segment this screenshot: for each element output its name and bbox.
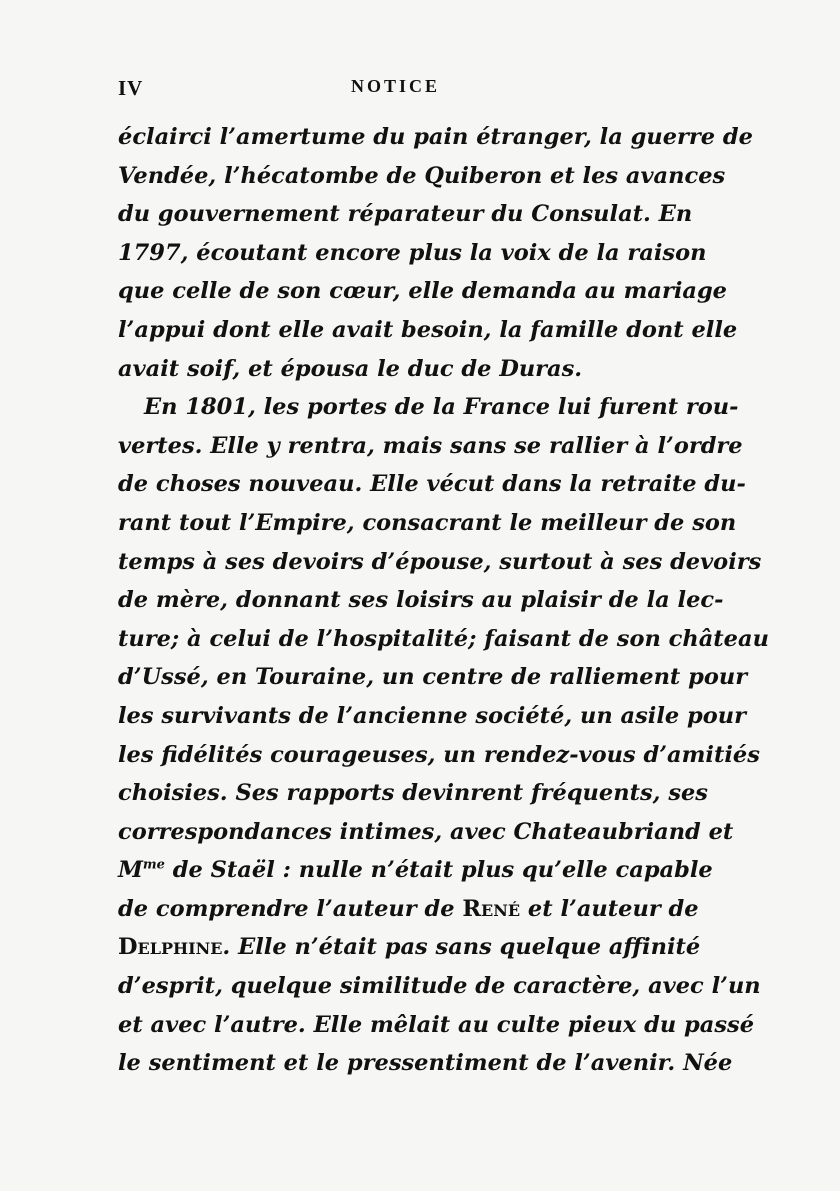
text-fragment: et l’auteur de [520, 895, 699, 922]
text-line: vertes. Elle y rentra, mais sans se rallier à l’ordre [118, 432, 743, 459]
text-line: les survivants de l’ancienne société, un asile pour [118, 702, 747, 729]
text-line: ture; à celui de l’hospitalité; faisant de son château [118, 625, 769, 652]
text-line: l’appui dont elle avait besoin, la famille dont elle [118, 316, 738, 343]
text-line: éclairci l’amertume du pain étranger, la guerre de [118, 124, 753, 150]
paragraph-start-line: En 1801, les portes de la France lui furent rou- [144, 394, 739, 421]
text-line: Vendée, l’hécatombe de Quiberon et les avances [118, 162, 726, 189]
body-text [118, 118, 769, 1083]
running-head [118, 76, 673, 100]
text-line-with-small-caps [118, 890, 699, 929]
text-line: que celle de son cœur, elle demanda au mariage [118, 278, 727, 305]
text-line: temps à ses devoirs d’épouse, surtout à ses devoirs [118, 548, 762, 575]
text-line: d’esprit, quelque similitude de caractère, avec l’un [118, 973, 761, 1000]
small-caps-title: Delphine [118, 934, 223, 961]
text-line: correspondances intimes, avec Chateaubriand et [118, 818, 734, 845]
text-line: et avec l’autre. Elle mêlait au culte pieux du passé [118, 1011, 755, 1038]
text-line: de choses nouveau. Elle vécut dans la retraite du- [118, 471, 746, 498]
text-line: 1797, écoutant encore plus la voix de la raison [118, 239, 707, 266]
text-fragment: de comprendre l’auteur de [118, 895, 455, 922]
text-line: de mère, donnant ses loisirs au plaisir de la lec- [118, 587, 724, 614]
text-line-with-small-caps [118, 928, 701, 967]
text-line: le sentiment et le pressentiment de l’avenir. Née [118, 1050, 733, 1077]
text-line: les fidélités courageuses, un rendez-vous d’amitiés [118, 741, 760, 768]
running-title: NOTICE [350, 76, 440, 96]
text-fragment: de Staël : nulle n’était plus qu’elle capable [164, 857, 713, 884]
text-line: rant tout l’Empire, consacrant le meilleur de son [118, 509, 737, 536]
text-fragment: . Elle n’était pas sans quelque affinité [222, 934, 701, 961]
text-line: d’Ussé, en Touraine, un centre de ralliement pour [118, 664, 748, 691]
text-fragment: M [118, 857, 143, 884]
text-line: choisies. Ses rapports devinrent fréquents, ses [118, 780, 708, 807]
text-line: avait soif, et épousa le duc de Duras. [118, 355, 583, 382]
page-number: IV [118, 76, 144, 100]
text-line: du gouvernement réparateur du Consulat. En [118, 201, 693, 228]
text-line-with-superscript [118, 851, 713, 890]
small-caps-title: René [462, 895, 521, 922]
superscript-abbreviation: me [142, 857, 165, 873]
